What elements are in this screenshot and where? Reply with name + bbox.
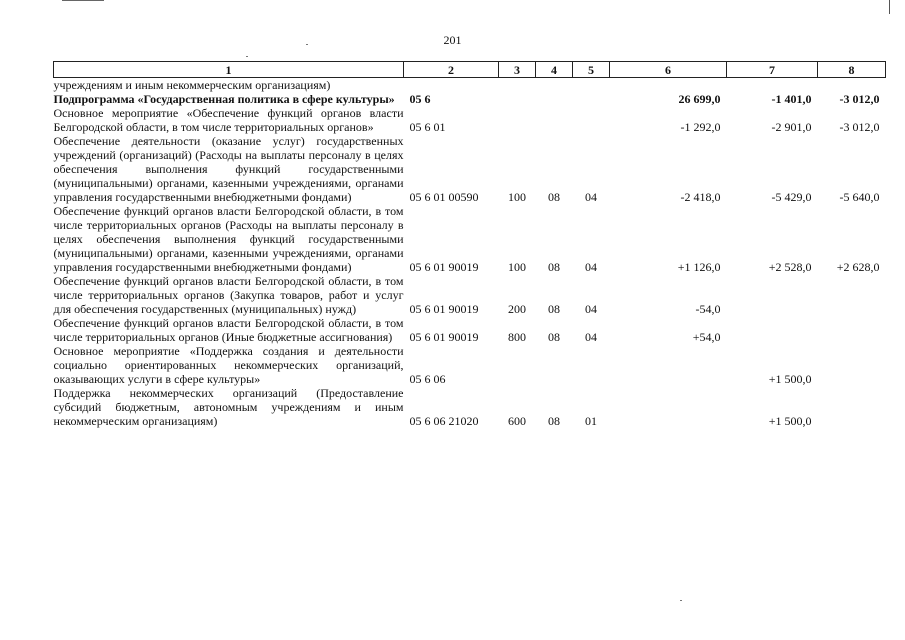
column-header: 5 [573,62,610,78]
table-row [54,92,886,106]
column-header: 2 [404,62,499,78]
row-code: 05 6 06 21020 [409,414,479,428]
row-description: Обеспечение функций органов власти Белгородской области, в том числе территориальных органов (Закупка товаров, работ и услуг для обеспечения государственных (муниципальных) нужд) [53,274,404,316]
row-subsection: 04 [585,190,597,204]
row-subsection: 04 [585,330,597,344]
scan-artifact [62,0,104,1]
row-section [536,78,573,93]
row-section: 08 [548,190,560,204]
row-code [404,78,499,93]
row-value-col6 [610,78,727,93]
row-subsection [573,106,610,134]
row-value-col7: +2 528,0 [768,260,812,274]
row-value-col8 [818,274,886,316]
row-expense-type: 200 [508,302,526,316]
row-subsection: 04 [585,302,597,316]
row-code: 05 6 01 90019 [409,302,479,316]
column-header: 7 [727,62,818,78]
table-row [54,204,886,274]
row-section: 08 [548,260,560,274]
row-description: Обеспечение функций органов власти Белгородской области, в том числе территориальных органов (Расходы на выплаты персоналу в целях обеспечения выполнения функций государственными (муниципальными) органами, казенными учреждениями, органами управления государственными внебюджетными фондами) [53,204,404,274]
row-value-col6 [610,386,727,428]
row-expense-type: 100 [508,260,526,274]
column-header: 1 [54,62,404,78]
table-header-row [54,62,886,78]
row-value-col8 [818,386,886,428]
row-value-col8 [818,316,886,344]
table-body [54,78,886,429]
row-description: Обеспечение функций органов власти Белгородской области, в том числе территориальных органов (Иные бюджетные ассигнования) [53,316,404,344]
row-section: 08 [548,414,560,428]
row-value-col8: -3 012,0 [839,120,880,134]
row-description: учреждениям и иным некоммерческим организациям) [53,78,331,92]
table-row [54,106,886,134]
row-description: Подпрограмма «Государственная политика в сфере культуры» [53,92,395,106]
row-value-col6: -2 418,0 [680,190,721,204]
row-code: 05 6 06 [409,372,446,386]
row-subsection: 01 [585,414,597,428]
row-value-col6: +54,0 [692,330,721,344]
row-description: Основное мероприятие «Обеспечение функций органов власти Белгородской области, в том числе территориальных органов» [53,106,404,134]
table-row [54,274,886,316]
row-code: 05 6 01 90019 [409,330,479,344]
row-value-col6: +1 126,0 [677,260,721,274]
row-section: 08 [548,330,560,344]
row-value-col6: -54,0 [695,302,721,316]
table-row [54,78,886,93]
row-expense-type [499,78,536,93]
row-section [536,344,573,386]
row-value-col7 [727,78,818,93]
row-value-col8: -3 012,0 [839,92,880,106]
row-value-col8: +2 628,0 [836,260,880,274]
row-description: Основное мероприятие «Поддержка создания и деятельности социально ориентированных некоммерческих организаций, оказывающих услуги в сфере культуры» [53,344,404,386]
budget-table [53,61,886,428]
table-row [54,316,886,344]
row-value-col7: -2 901,0 [771,120,812,134]
row-section [536,106,573,134]
row-value-col6: -1 292,0 [680,120,721,134]
table-row [54,386,886,428]
row-subsection [573,78,610,93]
row-code: 05 6 01 90019 [409,260,479,274]
row-section: 08 [548,302,560,316]
row-value-col8 [818,78,886,93]
scan-artifact [889,0,890,14]
column-header: 8 [818,62,886,78]
row-value-col8: -5 640,0 [839,190,880,204]
row-expense-type [499,344,536,386]
scan-artifact [246,56,248,57]
row-subsection: 04 [585,260,597,274]
column-header: 3 [499,62,536,78]
row-expense-type: 800 [508,330,526,344]
row-code: 05 6 01 00590 [409,190,479,204]
row-expense-type: 600 [508,414,526,428]
table-row [54,344,886,386]
column-header: 4 [536,62,573,78]
row-value-col7: +1 500,0 [768,414,812,428]
row-subsection [573,344,610,386]
row-value-col7: +1 500,0 [768,372,812,386]
row-expense-type [499,106,536,134]
row-value-col7: -5 429,0 [771,190,812,204]
row-expense-type: 100 [508,190,526,204]
row-code: 05 6 01 [409,120,446,134]
row-description: Обеспечение деятельности (оказание услуг) государственных учреждений (организаций) (Расходы на выплаты персоналу в целях обеспечения выполнения функций государственными (муниципальными) органами, казенными учреждениями, органами управления государственными внебюджетными фондами) [53,134,404,204]
scan-artifact [680,600,682,601]
row-value-col7 [727,274,818,316]
table-row [54,134,886,204]
row-section [536,92,573,106]
row-value-col7: -1 401,0 [771,92,812,106]
row-value-col6 [610,344,727,386]
row-value-col8 [818,344,886,386]
row-code: 05 6 [409,92,431,106]
row-expense-type [499,92,536,106]
row-subsection [573,92,610,106]
column-header: 6 [610,62,727,78]
row-description: Поддержка некоммерческих организаций (Предоставление субсидий бюджетным, автономным учреждениям и иным некоммерческим организациям) [53,386,404,428]
row-value-col7 [727,316,818,344]
page-number: 201 [443,33,462,47]
row-value-col6: 26 699,0 [678,92,721,106]
